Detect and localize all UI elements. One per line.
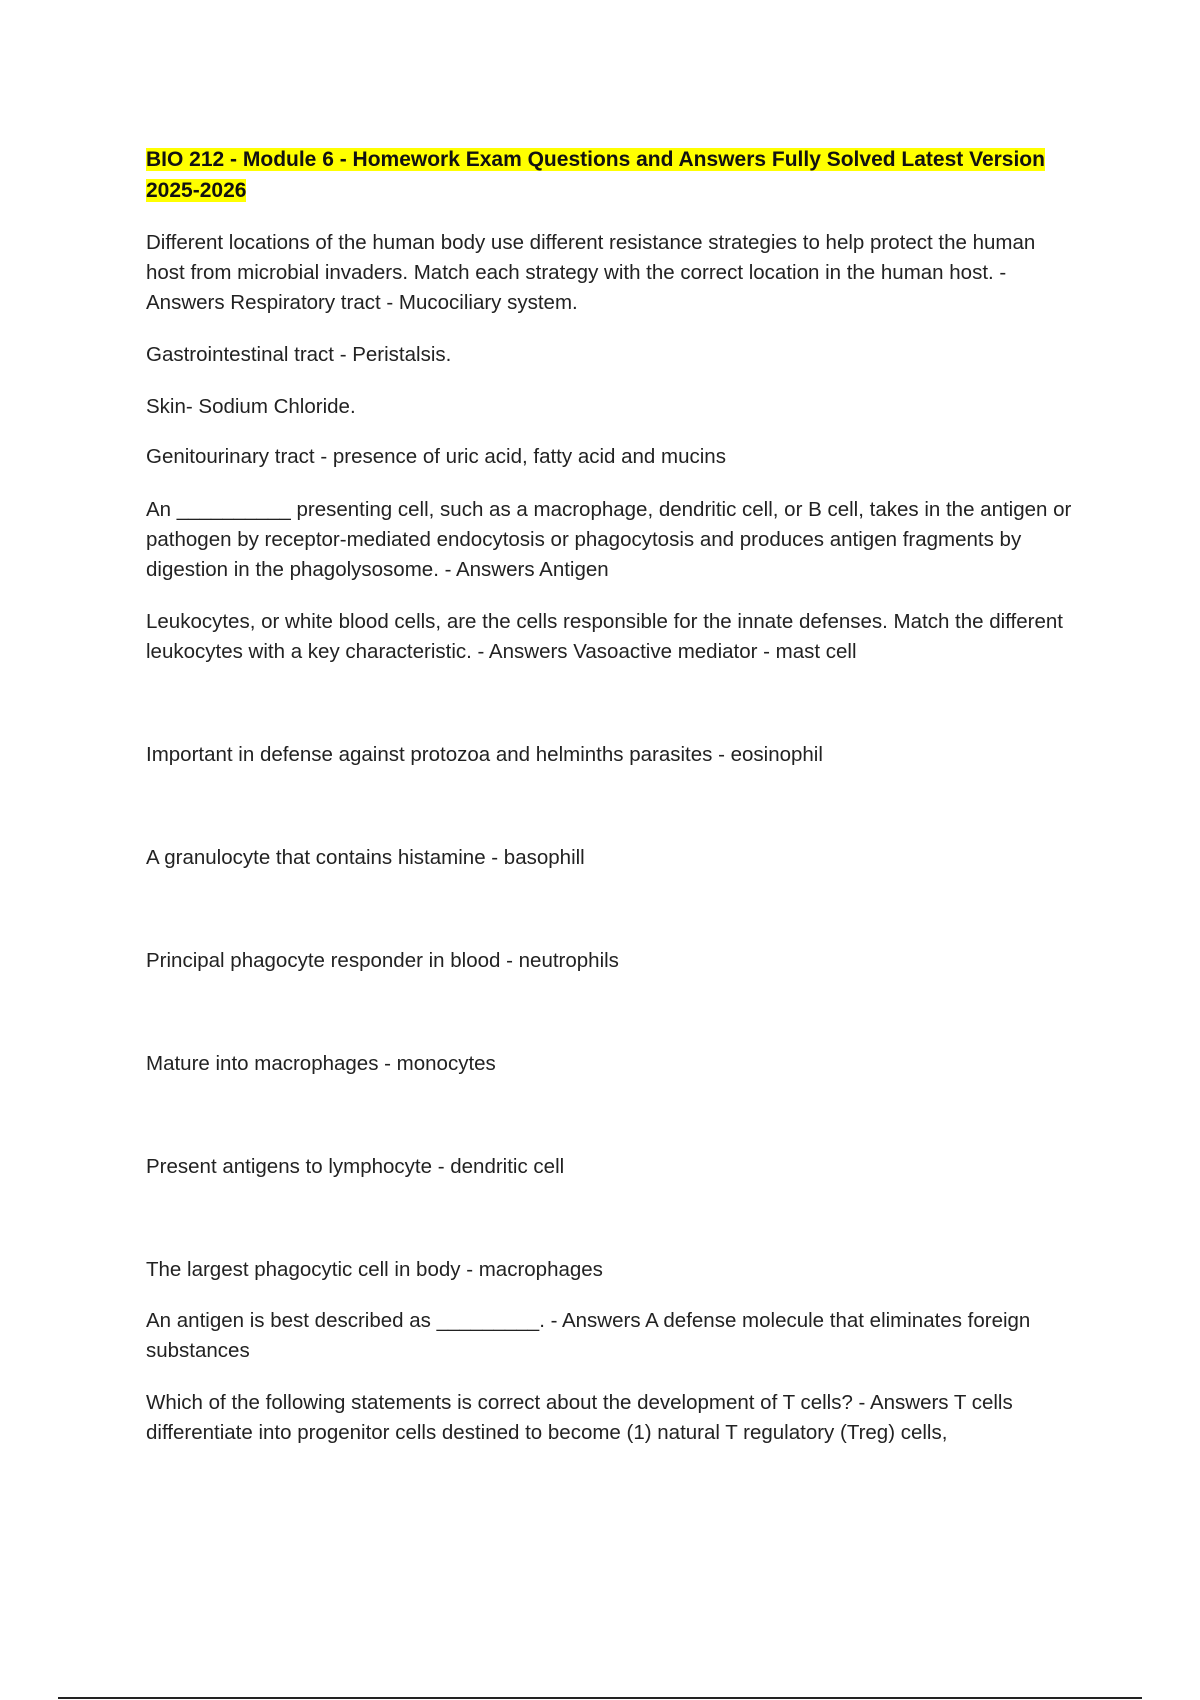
paragraph-skin: Skin- Sodium Chloride. [146, 395, 356, 418]
paragraph-macrophages: The largest phagocytic cell in body - macrophages [146, 1258, 603, 1281]
paragraph-gastrointestinal: Gastrointestinal tract - Peristalsis. [146, 343, 452, 366]
paragraph-neutrophils: Principal phagocyte responder in blood - neutrophils [146, 949, 619, 972]
paragraph-antigen-presenting: An __________ presenting cell, such as a macrophage, dendritic cell, or B cell, takes in the antigen or pathogen by receptor-mediated endocytosis or phagocytosis and produces antigen fragments by digestion in the phagolysosome. - Answers Antigen [146, 498, 1072, 581]
paragraph-antigen-definition: An antigen is best described as _________. - Answers A defense molecule that eliminates foreign substances [146, 1309, 1031, 1362]
title-highlight: BIO 212 - Module 6 - Homework Exam Questions and Answers Fully Solved Latest Version 2025-2026 [146, 148, 1045, 202]
paragraph-genitourinary: Genitourinary tract - presence of uric acid, fatty acid and mucins [146, 445, 726, 468]
document-title [146, 144, 1076, 206]
paragraph-leukocytes: Leukocytes, or white blood cells, are the cells responsible for the innate defenses. Match the different leukocytes with a key characteristic. - Answers Vasoactive mediator - mast cell [146, 610, 1063, 663]
paragraph-t-cells: Which of the following statements is correct about the development of T cells? - Answers T cells differentiate into progenitor cells destined to become (1) natural T regulatory (Treg) cells, [146, 1391, 1013, 1444]
paragraph-dendritic-cell: Present antigens to lymphocyte - dendritic cell [146, 1155, 565, 1178]
paragraph-eosinophil: Important in defense against protozoa and helminths parasites - eosinophil [146, 743, 823, 766]
paragraph-basophil: A granulocyte that contains histamine - basophill [146, 846, 585, 869]
page-bottom-rule [58, 1697, 1142, 1699]
paragraph-monocytes: Mature into macrophages - monocytes [146, 1052, 496, 1075]
paragraph-resistance-strategies: Different locations of the human body use different resistance strategies to help protect the human host from microbial invaders. Match each strategy with the correct location in the human host. - Answers Respiratory tract - Mucociliary system. [146, 231, 1036, 314]
